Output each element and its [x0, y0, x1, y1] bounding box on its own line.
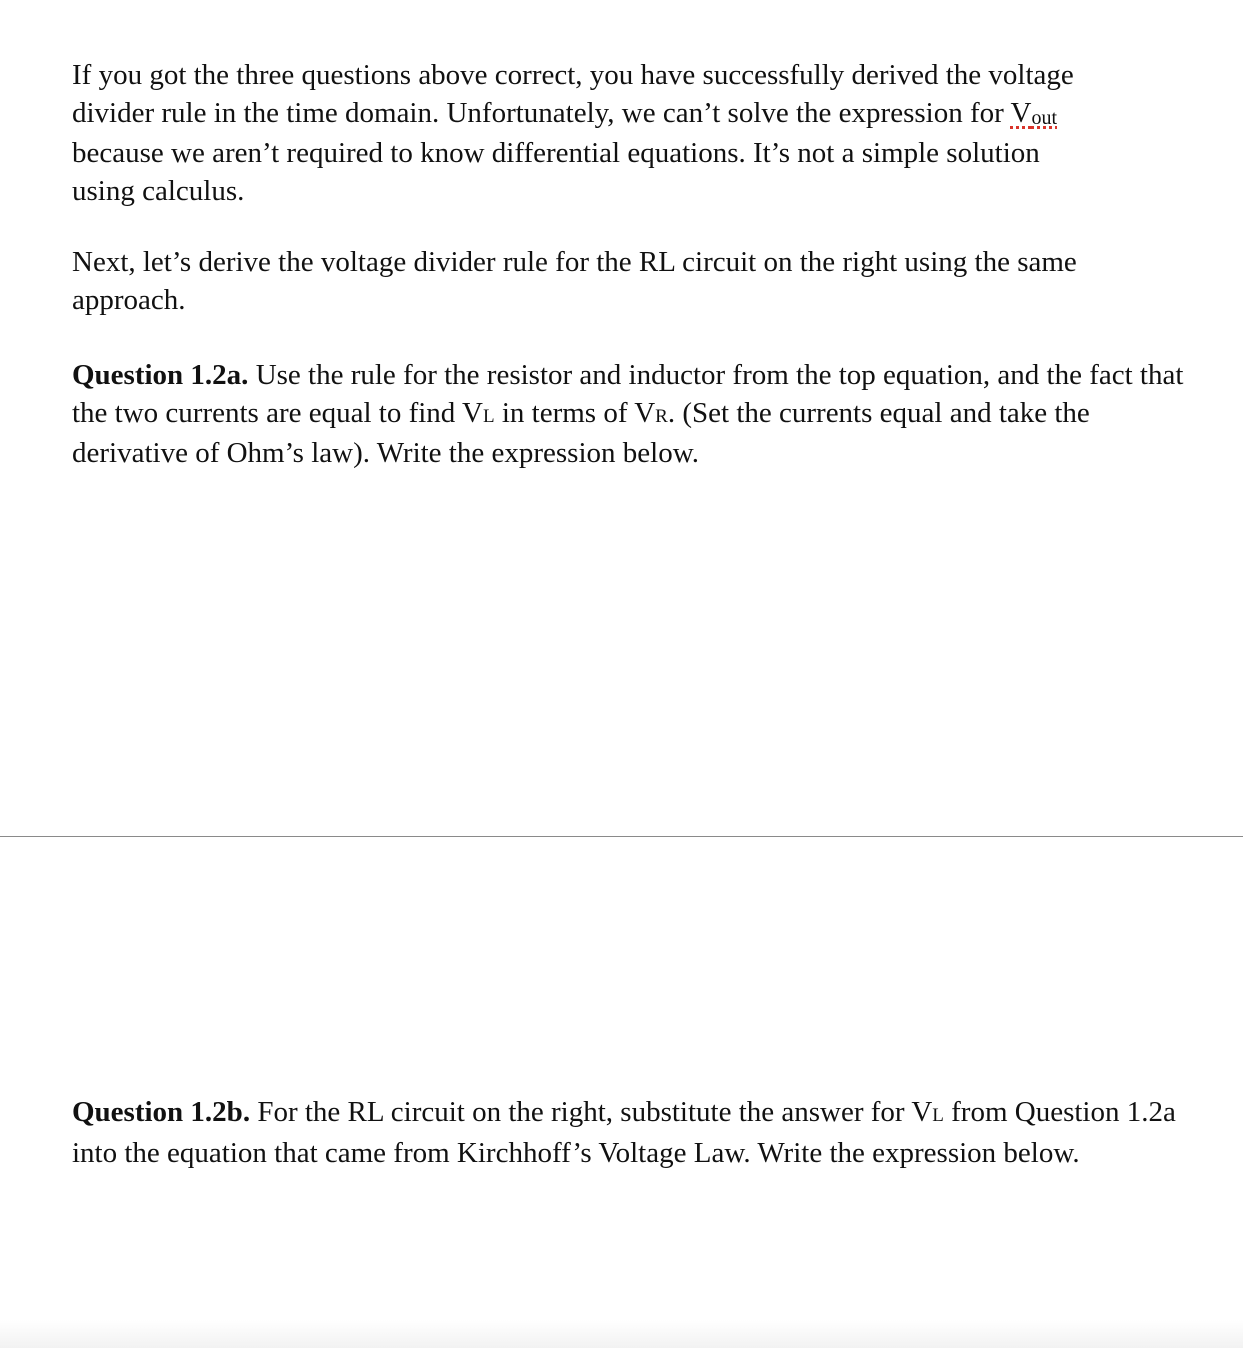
intro-paragraph — [72, 57, 1182, 210]
vr-symbol — [634, 397, 668, 429]
question-1-2b — [72, 1094, 1182, 1172]
intro-line-4: using calculus. — [72, 174, 245, 207]
vout-symbol — [1011, 97, 1058, 129]
vr-base: V — [634, 396, 656, 429]
intro-line-3: because we aren’t required to know differential equations. It’s not a simple solution — [72, 137, 1040, 169]
question-1-2a-text-2: in terms of — [494, 396, 635, 429]
question-1-2a-label: Question 1.2a. — [72, 359, 249, 391]
vl-symbol — [462, 397, 495, 429]
vout-subscript: out — [1031, 106, 1058, 129]
vout-base: V — [1010, 96, 1032, 129]
next-paragraph: Next, let’s derive the voltage divider rule for the RL circuit on the right using the same approach. — [72, 246, 1077, 316]
question-1-2a-text-3: . (Set the currents equal and take the derivative of Ohm’s law). Write the expression below. — [72, 396, 1090, 469]
intro-line-1: If you got the three questions above correct, you have successfully derived the voltage — [72, 59, 1074, 91]
question-1-2b-text-2: from Question 1.2a into the equation that came from Kirchhoff’s Voltage Law. Write the expression below. — [72, 1096, 1176, 1169]
question-1-2a — [72, 357, 1192, 473]
vl-base: V — [462, 396, 483, 429]
vl-subscript: L — [482, 405, 495, 427]
page-break-line — [0, 836, 1243, 837]
bottom-edge-shadow — [0, 1320, 1243, 1348]
vl-subscript-b: L — [932, 1105, 944, 1126]
question-1-2a-text-1: Use the rule for the resistor and inductor from the top equation, and the fact that the two currents are equal to find — [72, 359, 1184, 429]
intro-line-2: divider rule in the time domain. Unfortunately, we can’t solve the expression for — [72, 96, 1011, 129]
question-1-2b-label: Question 1.2b. — [72, 1096, 251, 1128]
question-1-2b-text-1: For the RL circuit on the right, substitute the answer for — [250, 1096, 912, 1128]
vr-subscript: R — [655, 405, 668, 427]
vl-symbol-b — [911, 1096, 944, 1128]
vl-base-b: V — [911, 1096, 933, 1128]
